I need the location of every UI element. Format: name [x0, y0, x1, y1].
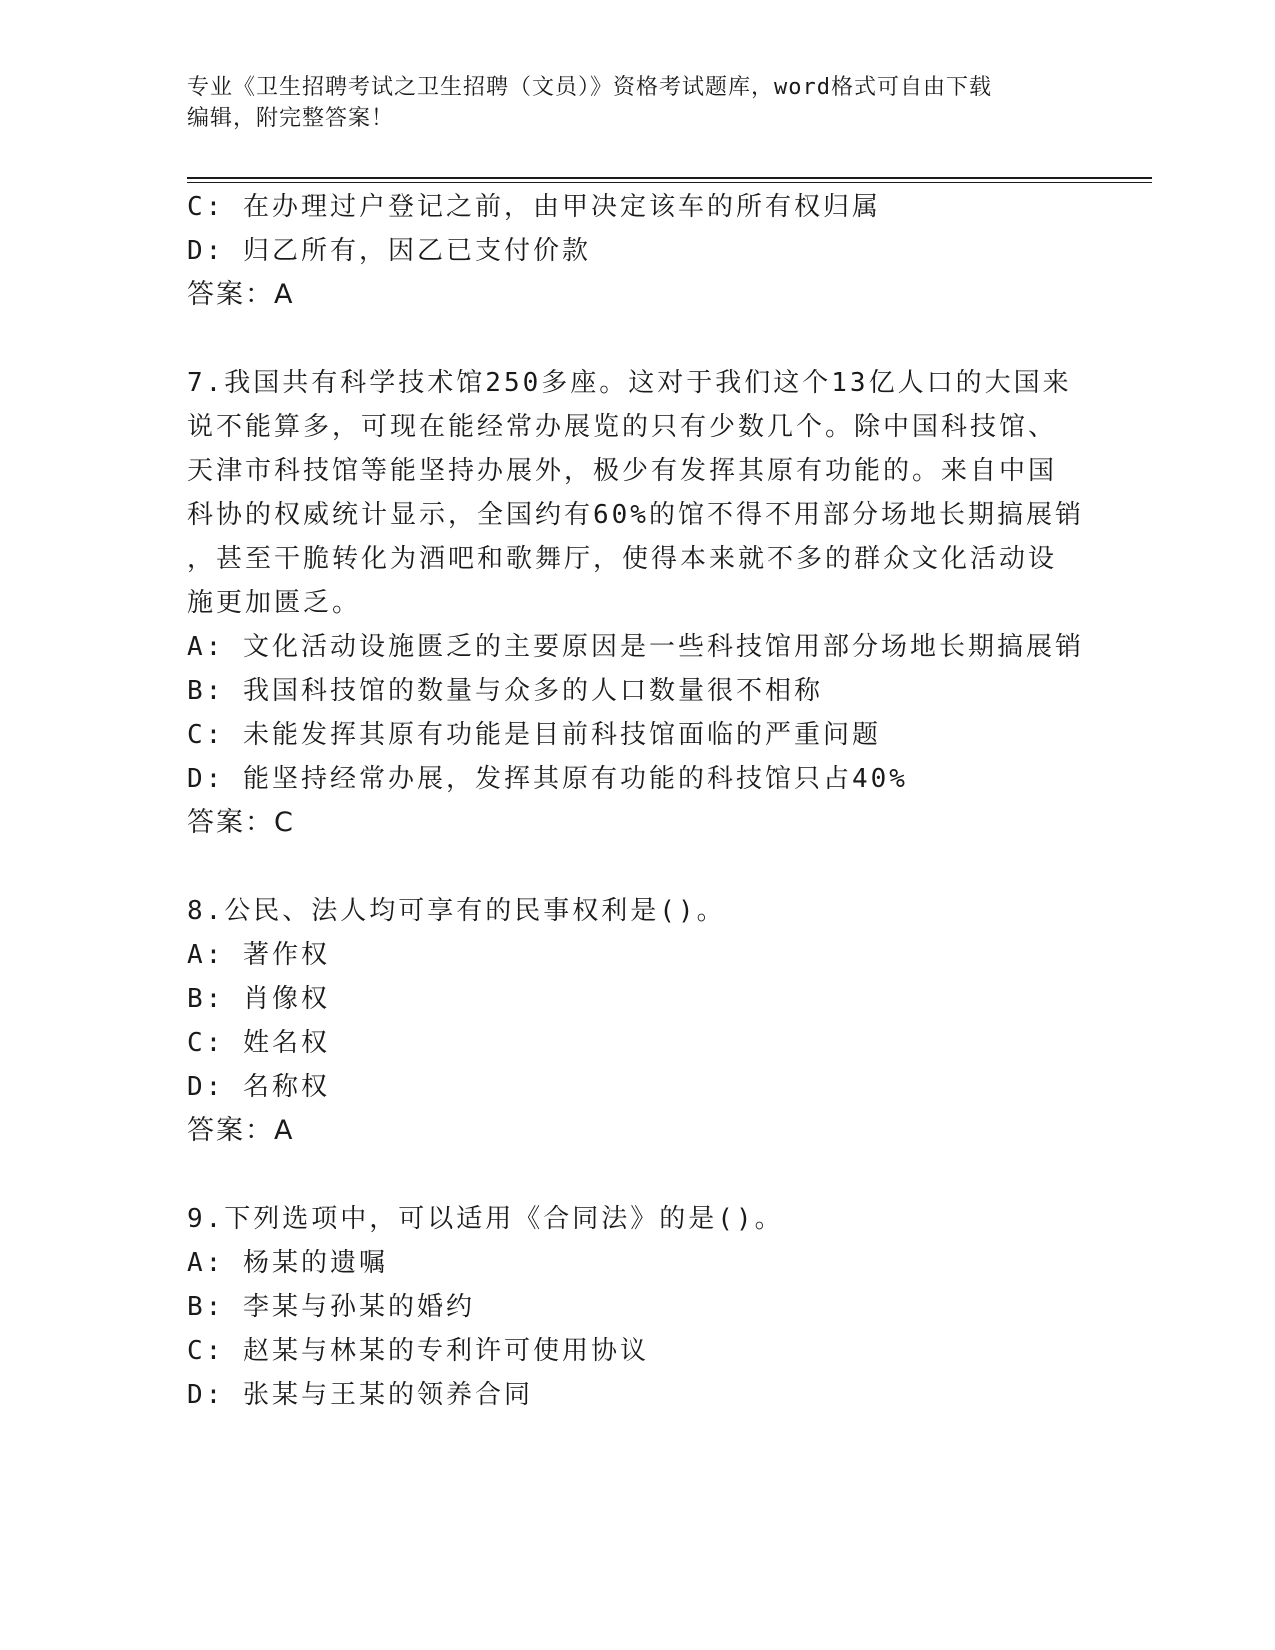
- q8-stem: 8.公民、法人均可享有的民事权利是()。: [187, 896, 726, 926]
- document-header: [187, 72, 1087, 134]
- q7-option-c: C: 未能发挥其原有功能是目前科技馆面临的严重问题: [187, 720, 881, 750]
- q9-option-a: A: 杨某的遗嘱: [187, 1248, 388, 1278]
- q9-option-b: B: 李某与孙某的婚约: [187, 1292, 475, 1322]
- q7-stem-line-2: 说不能算多，可现在能经常办展览的只有少数几个。除中国科技馆、: [187, 412, 1058, 442]
- q9-option-d: D: 张某与王某的领养合同: [187, 1380, 533, 1410]
- q7-stem-line-3: 天津市科技馆等能坚持办展外，极少有发挥其原有功能的。来自中国: [187, 456, 1058, 486]
- q6-option-c: C: 在办理过户登记之前，由甲决定该车的所有权归属: [187, 192, 881, 222]
- q8-answer: 答案：A: [187, 1115, 295, 1146]
- q8-option-d: D: 名称权: [187, 1072, 330, 1102]
- q7-stem-line-4: 科协的权威统计显示，全国约有60%的馆不得不用部分场地长期搞展销: [187, 500, 1084, 530]
- q7-stem-line-6: 施更加匮乏。: [187, 588, 362, 618]
- q6-answer: 答案：A: [187, 279, 295, 310]
- q7-option-a: A: 文化活动设施匮乏的主要原因是一些科技馆用部分场地长期搞展销: [187, 632, 1084, 662]
- header-line-2: 编辑，附完整答案！: [187, 106, 395, 131]
- header-divider-thin: [187, 182, 1152, 183]
- q7-option-d: D: 能坚持经常办展，发挥其原有功能的科技馆只占40%: [187, 764, 908, 794]
- q7-stem-line-5: ，甚至干脆转化为酒吧和歌舞厅，使得本来就不多的群众文化活动设: [187, 544, 1058, 574]
- header-divider-thick: [187, 177, 1152, 179]
- q7-stem-line-1: 7.我国共有科学技术馆250多座。这对于我们这个13亿人口的大国来: [187, 368, 1072, 398]
- q9-stem: 9.下列选项中，可以适用《合同法》的是()。: [187, 1204, 784, 1234]
- q8-option-b: B: 肖像权: [187, 984, 330, 1014]
- header-line-1: 专业《卫生招聘考试之卫生招聘（文员）》资格考试题库，word格式可自由下载: [187, 75, 992, 100]
- q6-option-d: D: 归乙所有，因乙已支付价款: [187, 236, 591, 266]
- q7-answer: 答案：C: [187, 807, 295, 838]
- q9-option-c: C: 赵某与林某的专利许可使用协议: [187, 1336, 649, 1366]
- q7-option-b: B: 我国科技馆的数量与众多的人口数量很不相称: [187, 676, 823, 706]
- q8-option-a: A: 著作权: [187, 940, 330, 970]
- q8-option-c: C: 姓名权: [187, 1028, 330, 1058]
